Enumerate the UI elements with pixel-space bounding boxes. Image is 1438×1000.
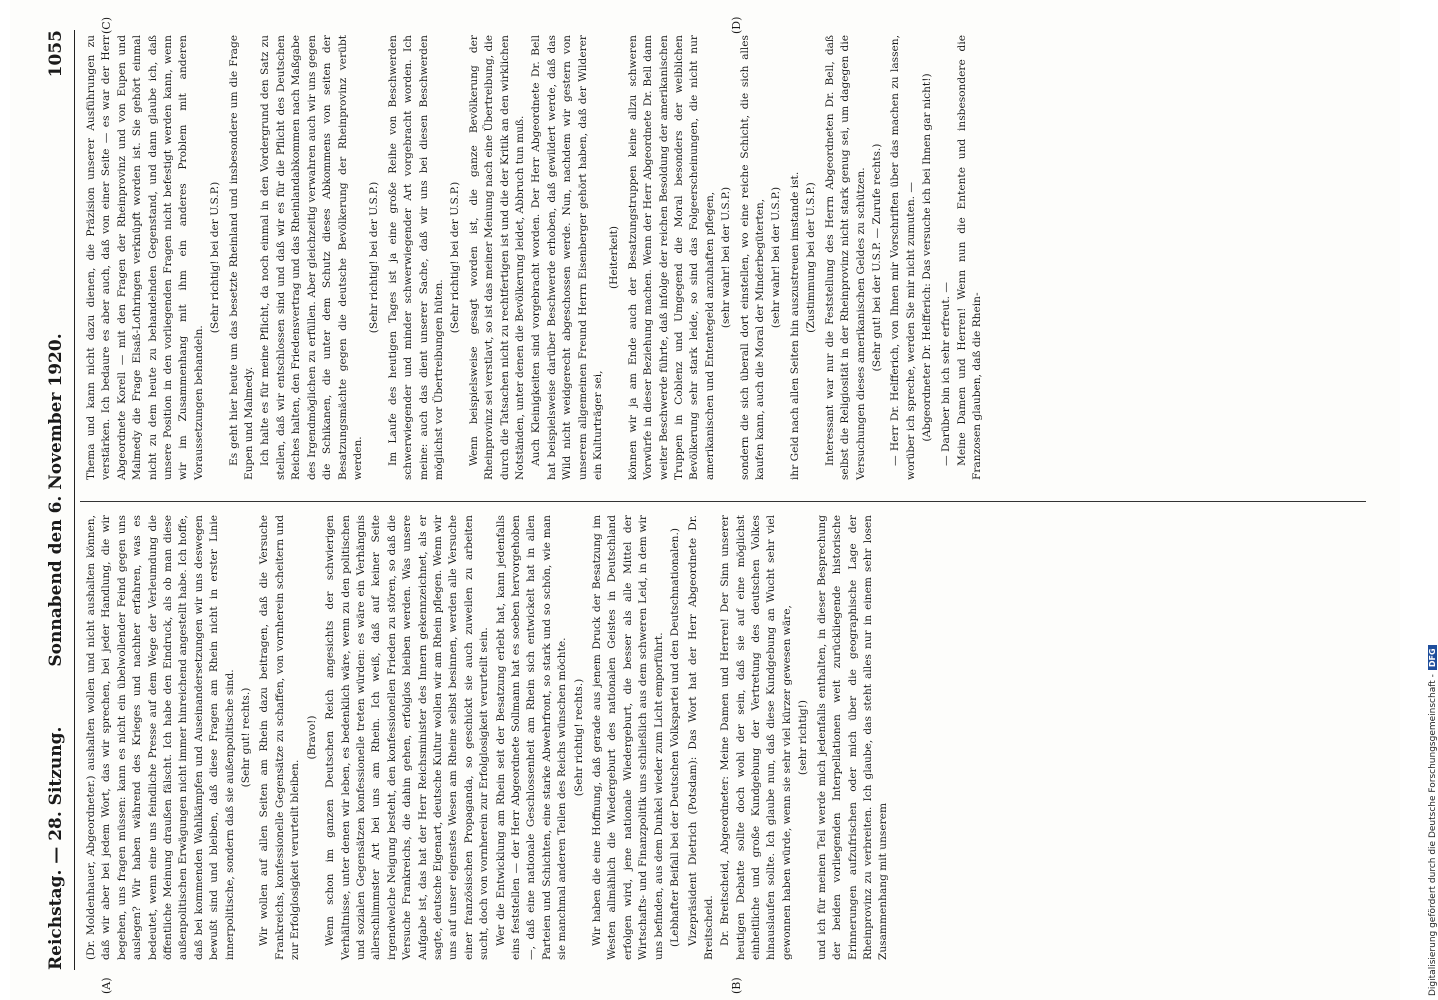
paragraph: Dr. Breitscheid, Abgeordneter: Meine Damen und Herren! Der Sinn unserer heutigen Debatte sollte doch wohl der sein, daß sie auf eine möglichst einheitliche und große Kundgebung der Vertretung des deutschen Volkes hinauslaufen sollte. Ich glaube nun, daß diese Kundgebung an Wucht sehr viel gewonnen haben würde, wenn sie sehr viel kürzer gewesen wäre, bbox=[719, 515, 793, 960]
interjection: (sehr wahr! bei der U.S.P.) bbox=[720, 186, 733, 329]
paragraph: Thema und kann nicht dazu dienen, die Präzision unserer Ausführungen zu verstärken. Ich bedaure es aber auch, daß von einer Seite — es war der Herr Abgeordnete Korell — mit den Fragen der Rheinprovinz und von Eupen und Malmedy die Frage Elsaß-Lothringen verknüpft worden ist. Sie gehört einmal nicht zu dem heute zu behandelnden Gegenstand, und dann glaube ich, daß unsere Position in den vorliegenden Fragen nicht befestigt werden kann, wenn wir im Zusammenhang mit ihm ein anderes Problem mit anderen Voraussetzungen behandeln. bbox=[85, 35, 205, 480]
interjection: (Sehr richtig! bei der U.S.P.) bbox=[209, 181, 222, 334]
interjection: (Lebhafter Beifall bei der Deutschen Volkspartei und den Deutschnationalen.) bbox=[669, 528, 682, 947]
paragraph: Wir wollen auf allen Seiten am Rhein dazu beitragen, daß die Versuche Frankreichs, konfessionelle Gegensätze zu schaffen, von vornherein scheitern und zur Erfolglosigkeit verurteilt bleiben. bbox=[258, 515, 302, 960]
digitization-text: Digitalisierung gefördert durch die Deutsche Forschungsgemeinschaft - bbox=[1428, 674, 1438, 996]
paragraph: Meine Damen und Herren! Wenn nun die Entente und insbesondere die Franzosen glauben, daß die Rhein- bbox=[955, 35, 984, 480]
column-right bbox=[84, 35, 1366, 480]
page-header bbox=[40, 30, 75, 970]
paragraph: Es geht hier heute um das besetzte Rheinland und insbesondere um die Frage Eupen und Malmedy. bbox=[227, 35, 256, 480]
interjection: (sehr wahr! bei der U.S.P.) bbox=[770, 186, 783, 329]
paragraph: Vizepräsident Dietrich (Potsdam): Das Wort hat der Herr Abgeordnete Dr. Breitscheid. bbox=[687, 515, 715, 960]
header-date: Sonnabend den 6. November 1920. bbox=[46, 333, 66, 667]
margin-letter-b: (B) bbox=[730, 977, 743, 994]
paragraph: — Darüber bin ich sehr erfreut. — bbox=[939, 282, 952, 466]
header-left: Reichstag. — 28. Sitzung. bbox=[46, 726, 66, 970]
margin-letter-a: (A) bbox=[100, 977, 113, 994]
paragraph: und ich für meinen Teil werde mich jedenfalls enthalten, in dieser Besprechung der beiden vorliegenden Interpellationen weit zurückliegende historische Erinnerungen aufzufrischen oder mich über die geographische Lage der Rheinprovinz zu verbreiten. Ich glaube, das steht alles nur in einem sehr losen Zusammenhang mit unserem bbox=[815, 515, 890, 960]
interjection: (Zustimmung bei der U.S.P.) bbox=[805, 182, 818, 333]
paragraph: können wir ja am Ende auch der Besatzungstruppen keine allzu schweren Vorwürfe in dieser Beziehung machen. Wenn der Herr Abgeordnete Dr. Bell dann weiter Beschwerde führte, daß infolge der reichen Besoldung der amerikanischen Truppen in Coblenz und Umgegend die Moral besonders der weiblichen Bevölkerung sehr stark leide, so sind das Folgeerscheinungen, die nicht nur amerikanischen und Ententegeld anzuhaften pflegen, bbox=[626, 35, 716, 480]
interjection: (Sehr gut! rechts.) bbox=[240, 687, 253, 788]
interjection: (Sehr richtig! bei der U.S.P.) bbox=[368, 181, 381, 334]
margin-letter-c: (C) bbox=[100, 17, 113, 34]
interjection: (Heiterkeit) bbox=[608, 225, 621, 290]
dfg-logo: DFG bbox=[1428, 645, 1437, 670]
paragraph: Ich halte es für meine Pflicht, da noch einmal in den Vordergrund den Satz zu stellen, daß wir entschlossen sind und daß wir es für die Pflicht des Deutschen Reiches halten, den Friedensvertrag und das Rheinlandabkommen nach Maßgabe des Irgendmöglichen zu erfüllen. Aber gleichzeitig verwahren auch wir uns gegen die Schikanen, die unter dem Schutz dieses Abkommens von seiten der Besatzungsmächte gegen die deutsche Bevölkerung der Rheinprovinz verübt werden. bbox=[259, 35, 364, 480]
paragraph: Wer die Entwicklung am Rhein seit der Besatzung erlebt hat, kann jedenfalls eins feststellen — der Herr Abgeordnete Sollmann hat es soeben hervorgehoben —, daß eine nationale Geschlossenheit am Rhein sich entwickelt hat in allen Parteien und Schichten, eine starke Abwehrfront, so stark und so schön, wie man sie manchmal anderen Teilen des Reichs wünschen möchte. bbox=[494, 515, 569, 960]
interjection: (Abgeordneter Dr. Helfferich: Das versuche ich bei Ihnen gar nicht!) bbox=[921, 73, 934, 442]
page-number: 1055 bbox=[46, 30, 66, 78]
paragraph: Auch Kleinigkeiten sind vorgebracht worden. Der Herr Abgeordnete Dr. Bell hat beispielsweise darüber Beschwerde erhoben, daß gewildert werde, daß das Wild nicht weidgerecht abgeschossen werde. Nun, nachdem wir gestern von unserem allgemeinen Freund Herrn Eisenberger gehört haben, daß der Wilderer ein Kulturträger sei, bbox=[530, 35, 604, 480]
paragraph: Wir haben die eine Hoffnung, daß gerade aus jenem Druck der Besatzung im Westen allmählich die Wiedergeburt des nationalen Geistes in Deutschland erfolgen wird, jene nationale Wiedergeburt, die besser als alle Mittel der Wirtschafts- und Finanzpolitik uns schließlich aus dem schweren Leid, in dem wir uns befinden, aus dem Dunkel wieder zum Licht emporführt. bbox=[591, 515, 665, 960]
paragraph: (Dr. Moldenhauer, Abgeordneter.) aushalten wollen und nicht aushalten können, daß wir aber bei jedem Wort, das wir sprechen, bei jeder Handlung, die wir begehen, uns fragen müssen: kann es nicht ein übelwollender Feind gegen uns auslegen? Wir haben während des Krieges und nachher erfahren, was es bedeutet, wenn eine uns feindliche Presse auf dem Wege der Verleumdung die öffentliche Meinung draußen fälscht. Ich habe den Eindruck, als ob man diese außenpolitischen Erwägungen nicht immer hinreichend angestellt habe. Ich hoffe, daß bei kommenden Wahlkämpfen und Auseinandersetzungen wir uns deswegen bewußt sind und bleiben, daß diese Fragen am Rhein nicht in erster Linie innerpolitische, sondern daß sie außenpolitische sind. bbox=[85, 515, 236, 960]
rotated-page bbox=[10, 0, 1400, 1000]
column-divider bbox=[80, 501, 1366, 502]
margin-letter-d: (D) bbox=[730, 16, 743, 34]
paragraph: — Herr Dr. Helfferich, von Ihnen mir Vorschriften über das machen zu lassen, worüber ich spreche, werden Sie mir nicht zumuten. — bbox=[889, 35, 917, 480]
digitization-note bbox=[1428, 645, 1438, 996]
paragraph: ihr Geld nach allen Seiten hin auszustreuen imstande ist. bbox=[788, 171, 801, 480]
paragraph: Wenn schon im ganzen Deutschen Reich angesichts der schwierigen Verhältnisse, unter denen wir leben, es bedenklich wäre, wenn zu den politischen und sozialen Gegensätzen konfessionelle treten würden: es wäre ein Verhängnis allerschlimmster Art bei uns am Rhein. Ich weiß, daß auf keiner Seite irgendwelche Neigung besteht, den konfessionellen Frieden zu stören, so daß die Versuche Frankreichs, die dahin gehen, erfolglos bleiben werden. Was unsere Aufgabe ist, das hat der Herr Reichsminister des Innern gekennzeichnet, als er sagte, deutsche Eigenart, deutsche Kultur wollen wir am Rhein pflegen. Wenn wir uns auf unser eigenstes Wesen am Rheine selbst besinnen, werden alle Versuche einer französischen Propaganda, so geschickt sie auch zuweilen zu arbeiten sucht, doch von vornherein zur Erfolglosigkeit verurteilt sein. bbox=[324, 515, 491, 960]
paragraph: Im Laufe des heutigen Tages ist ja eine große Reihe von Beschwerden schwerwiegender und minder schwerwiegender Art vorgebracht worden. Ich meine: auch das dient unserer Sache, daß wir uns bei diesen Beschwerden möglichst vor Übertreibungen hüten. bbox=[386, 35, 445, 480]
paragraph: sondern die sich überall dort einstellen, wo eine reiche Schicht, die sich alles kaufen kann, auch die Moral der Minderbegüterten, bbox=[738, 35, 767, 480]
interjection: (Sehr richtig! bei der U.S.P.) bbox=[449, 181, 462, 334]
interjection: (Bravo!) bbox=[305, 715, 318, 760]
paragraph: Interessant war nur die Feststellung des Herrn Abgeordneten Dr. Bell, daß selbst die Religiosität in der Rheinprovinz nicht stark genug sei, um dagegen die Versuchungen dieses amerikanischen Geldes zu schützen. bbox=[823, 35, 867, 480]
paragraph: Wenn beispielsweise gesagt worden ist, die ganze Bevölkerung der Rheinprovinz sei verstlavt, so ist das meiner Meinung nach eine Übertreibung, die durch die Tatsachen nicht zu rechtfertigen ist und die der Kritik an den wirklichen Notständen, unter denen die Bevölkerung leidet, Abbruch tun muß. bbox=[467, 35, 526, 480]
interjection: (Sehr gut! bei der U.S.P. — Zurufe rechts.) bbox=[870, 143, 883, 372]
interjection: (Sehr richtig! rechts.) bbox=[572, 678, 585, 797]
column-left bbox=[84, 515, 1366, 960]
interjection: (sehr richtig!) bbox=[797, 699, 810, 776]
